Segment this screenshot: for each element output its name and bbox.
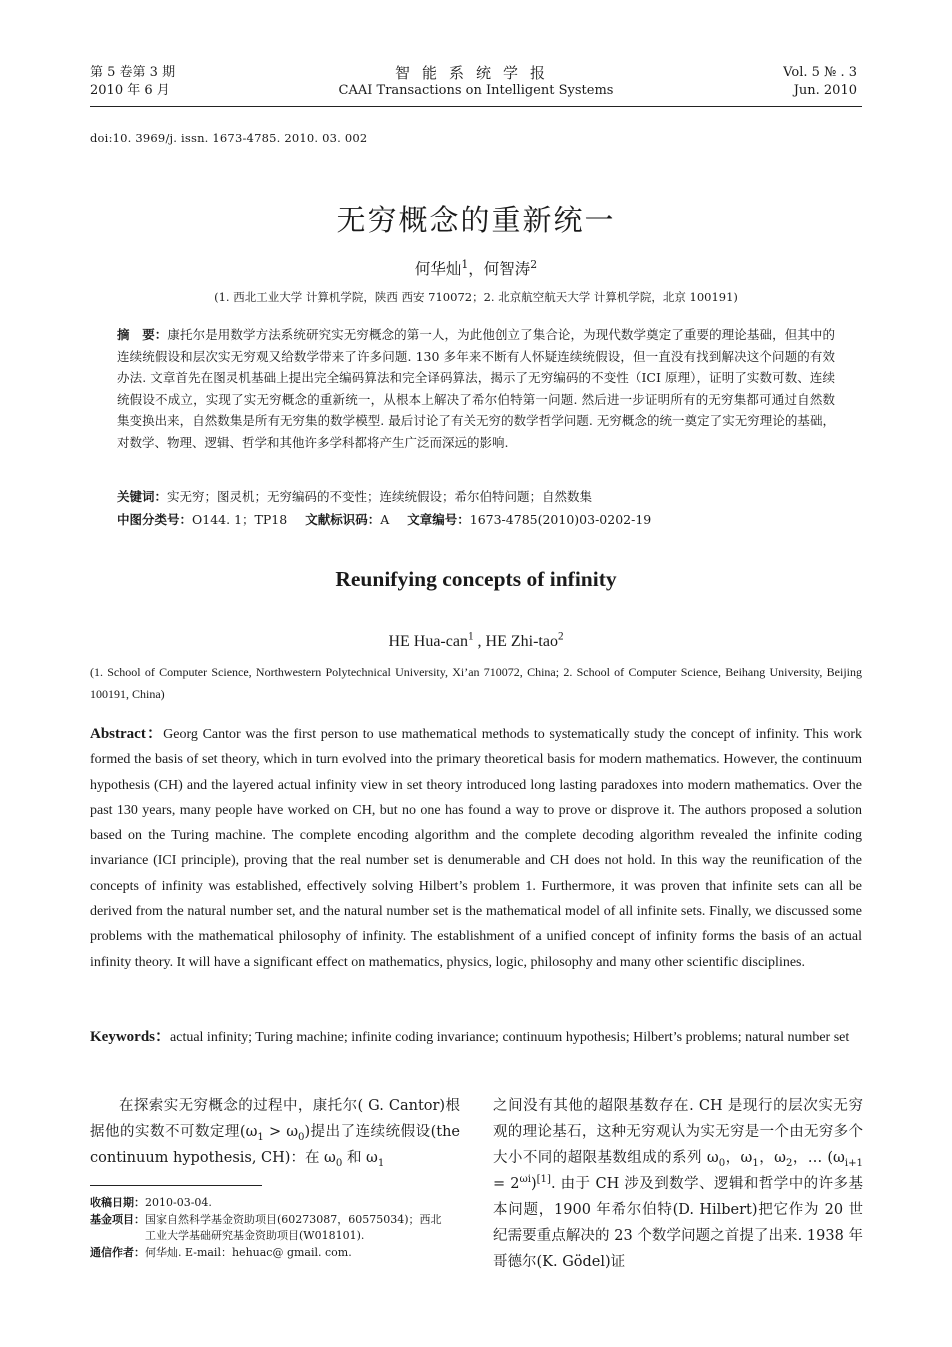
body-column-right bbox=[493, 1093, 863, 1275]
body-right-text-5: = 2 bbox=[493, 1176, 520, 1192]
abstract-label-en: Abstract bbox=[90, 726, 146, 742]
authors-cn bbox=[0, 257, 952, 279]
doc-code-value: A bbox=[380, 512, 390, 527]
classification-cn bbox=[117, 509, 835, 531]
footnote-fund-cont: 工业大学基础研究基金资助项目(W018101). bbox=[145, 1229, 365, 1242]
paper-title-en: Reunifying concepts of infinity bbox=[335, 567, 617, 591]
body-right-text-1: 之间没有其他的超限基数存在. CH 是现行的层次实无穷观的理论基石，这种无穷观认为实无穷是一个由无穷多个大小不同的超限基数组成的系列 ω bbox=[493, 1098, 863, 1166]
author-2-affil-cn: 2 bbox=[530, 257, 538, 271]
abstract-text-cn: 康托尔是用数学方法系统研究实无穷概念的第一人，为此他创立了集合论，为现代数学奠定了重要的理论基础，但其中的连续统假设和层次实无穷观又给数学带来了许多问题. 130 多年来不断有人怀疑连续统假设，但一直没有找到解决这个问题的有效办法. 文章首先在图灵机基础上提出完全编码算法和完全译码算法，揭示了无穷编码的不变性（ICI 原理），证明了实数可数、连续统假设不成立，实现了实无穷概念的重新统一，从根本上解决了希尔伯特第一问题. 然后进一步证明所有的无穷集都可通过自然数集变换出来，自然数集是所有无穷集的数学模型. 最后讨论了有关无穷的数学哲学问题. 无穷概念的统一奠定了实无穷理论的基础，对数学、物理、逻辑、哲学和其他许多学科都将产生广泛而深远的影响. bbox=[117, 327, 835, 450]
clc-value: O144. 1；TP18 bbox=[192, 512, 288, 527]
author-1-affil-en: 1 bbox=[467, 630, 474, 643]
author-1-cn: 何华灿 bbox=[414, 260, 462, 278]
footnote-received bbox=[90, 1195, 462, 1212]
authors-en bbox=[0, 630, 952, 651]
keywords-en bbox=[90, 1025, 862, 1050]
keywords-cn bbox=[117, 486, 835, 508]
article-id-value: 1673-4785(2010)03-0202-19 bbox=[469, 512, 652, 527]
body-column-left bbox=[90, 1093, 460, 1171]
footnotes bbox=[90, 1195, 462, 1261]
clc-label: 中图分类号： bbox=[117, 512, 193, 527]
keywords-label-en: Keywords bbox=[90, 1029, 155, 1045]
keywords-text-en: actual infinity; Turing machine; infinite coding invariance; continuum hypothesis; Hilbert’s problems; natural number set bbox=[170, 1030, 850, 1045]
body-left-text-1: 在探索实无穷概念的过程中，康托尔( G. Cantor)根据他的实数不可数定理(ω bbox=[90, 1098, 460, 1140]
body-right-text-7: . 由于 CH 涉及到数学、逻辑和哲学中的许多基本问题，1900 年希尔伯特(D. Hilbert)把它作为 20 世纪需要重点解决的 23 个数学问题之首提了出来. 1938 年哥德尔(K. Gödel)证 bbox=[493, 1176, 863, 1270]
author-1-affil-cn: 1 bbox=[461, 257, 469, 271]
body-right-text-6: ) bbox=[530, 1176, 537, 1192]
abstract-colon-en: ： bbox=[145, 726, 164, 742]
citation-ref-1: [1] bbox=[536, 1174, 551, 1186]
fund-line-1: 国家自然科学基金资助项目(60273087，60575034)；西北 bbox=[145, 1212, 442, 1226]
author-2-en: HE Zhi-tao bbox=[485, 633, 558, 650]
header-issue-en bbox=[783, 64, 857, 100]
abstract-en bbox=[90, 722, 862, 975]
body-right-text-3: ，ω bbox=[758, 1150, 787, 1166]
footnote-divider bbox=[90, 1185, 262, 1186]
body-left-text-2: > ω bbox=[263, 1124, 299, 1140]
author-1-en: HE Hua-can bbox=[388, 633, 468, 650]
article-id-label: 文章编号： bbox=[407, 512, 470, 527]
volume-issue-en: Vol. 5 № . 3 bbox=[783, 65, 857, 80]
journal-title-cn: 智能系统学报 bbox=[394, 64, 557, 82]
fund-label: 基金项目： bbox=[90, 1212, 145, 1226]
keywords-colon-en: ： bbox=[155, 1029, 171, 1045]
paper-title-cn: 无穷概念的重新统一 bbox=[336, 203, 616, 237]
affiliation-cn: (1. 西北工业大学 计算机学院，陕西 西安 710072；2. 北京航空航天大学 计算机学院，北京 100191) bbox=[214, 290, 738, 304]
body-left-sub-2: 0 bbox=[298, 1131, 305, 1143]
abstract-text-en: Georg Cantor was the first person to use mathematical methods to systematically study the concept of infinity. This work formed the basis of set theory, which in turn evolved into the primary theoretical basis for modern mathematics. However, the continuum hypothesis (CH) and the layered actual infinity view in set theory introduced long lasting paradoxes into modern mathematics. Over the past 130 years, many people have worked on CH, but no one has found a way to prove or disprove it. The authors proposed a solution based on the Turing machine. The complete encoding algorithm and the complete decoding algorithm revealed the infinite coding invariance (ICI principle), proving that the real number set is denumerable and CH does not hold. In this way the reunification of the concepts of infinity was established, effectively solving Hilbert’s problem 1. Furthermore, it was proven that infinite sets can all be derived from the natural number set, and the natural number set is the mathematical model of all infinite sets. Finally, we discussed some problems with the mathematical philosophy of infinity. The establishment of a unified concept of infinity forms the basis of an actual infinity theory. It will have a significant effect on mathematics, physics, logic, philosophy and many other scientific disciplines. bbox=[90, 727, 862, 970]
footnote-corresponding bbox=[90, 1245, 462, 1262]
author-2-cn: 何智涛 bbox=[483, 260, 531, 278]
body-left-text-4: 和 ω bbox=[342, 1150, 378, 1166]
keywords-label-cn: 关键词： bbox=[117, 489, 168, 504]
corresponding-author: 何华灿. E-mail：hehuac@ gmail. com. bbox=[145, 1245, 352, 1259]
doc-code-label: 文献标识码： bbox=[305, 512, 381, 527]
abstract-cn bbox=[117, 324, 835, 453]
received-label: 收稿日期： bbox=[90, 1196, 145, 1209]
body-right-text-4: ，… (ω bbox=[792, 1150, 845, 1166]
body-right-sub-4: i+1 bbox=[844, 1157, 863, 1169]
received-date: 2010-03-04. bbox=[145, 1196, 212, 1209]
body-left-text-3: )提出了连续统假设(the continuum hypothesis, CH)：在 ω bbox=[90, 1124, 460, 1166]
journal-title-en: CAAI Transactions on Intelligent Systems bbox=[338, 83, 614, 98]
body-right-sup-5: ωi bbox=[519, 1174, 531, 1186]
author-2-affil-en: 2 bbox=[557, 630, 564, 643]
abstract-label-cn: 摘 要： bbox=[117, 327, 168, 342]
author-separator-en: , bbox=[473, 633, 486, 650]
body-right-sub-3: 2 bbox=[786, 1157, 793, 1169]
date-cn: 2010 年 6 月 bbox=[90, 83, 170, 98]
body-right-text-2: ，ω bbox=[725, 1150, 753, 1166]
doi: doi:10. 3969/j. issn. 1673-4785. 2010. 03. 002 bbox=[90, 131, 368, 145]
affiliation-en: (1. School of Computer Science, Northwestern Polytechnical University, Xi’an 710072, China; 2. School of Computer Science, Beihang University, Beijing 100191, China) bbox=[90, 665, 862, 701]
author-separator-cn: ， bbox=[468, 260, 484, 278]
body-right-sub-2: 1 bbox=[752, 1157, 759, 1169]
body-left-sub-1: 1 bbox=[257, 1131, 264, 1143]
footnote-fund bbox=[90, 1212, 462, 1229]
body-left-sub-4: 1 bbox=[377, 1157, 385, 1169]
body-left-sub-3: 0 bbox=[335, 1157, 343, 1169]
corresponding-label: 通信作者： bbox=[90, 1245, 145, 1259]
volume-issue-cn: 第 5 卷第 3 期 bbox=[90, 65, 176, 80]
date-en: Jun. 2010 bbox=[793, 83, 857, 98]
header-divider bbox=[90, 106, 862, 107]
body-right-sub-1: 0 bbox=[718, 1157, 726, 1169]
keywords-text-cn: 实无穷；图灵机；无穷编码的不变性；连续统假设；希尔伯特问题；自然数集 bbox=[167, 489, 593, 504]
